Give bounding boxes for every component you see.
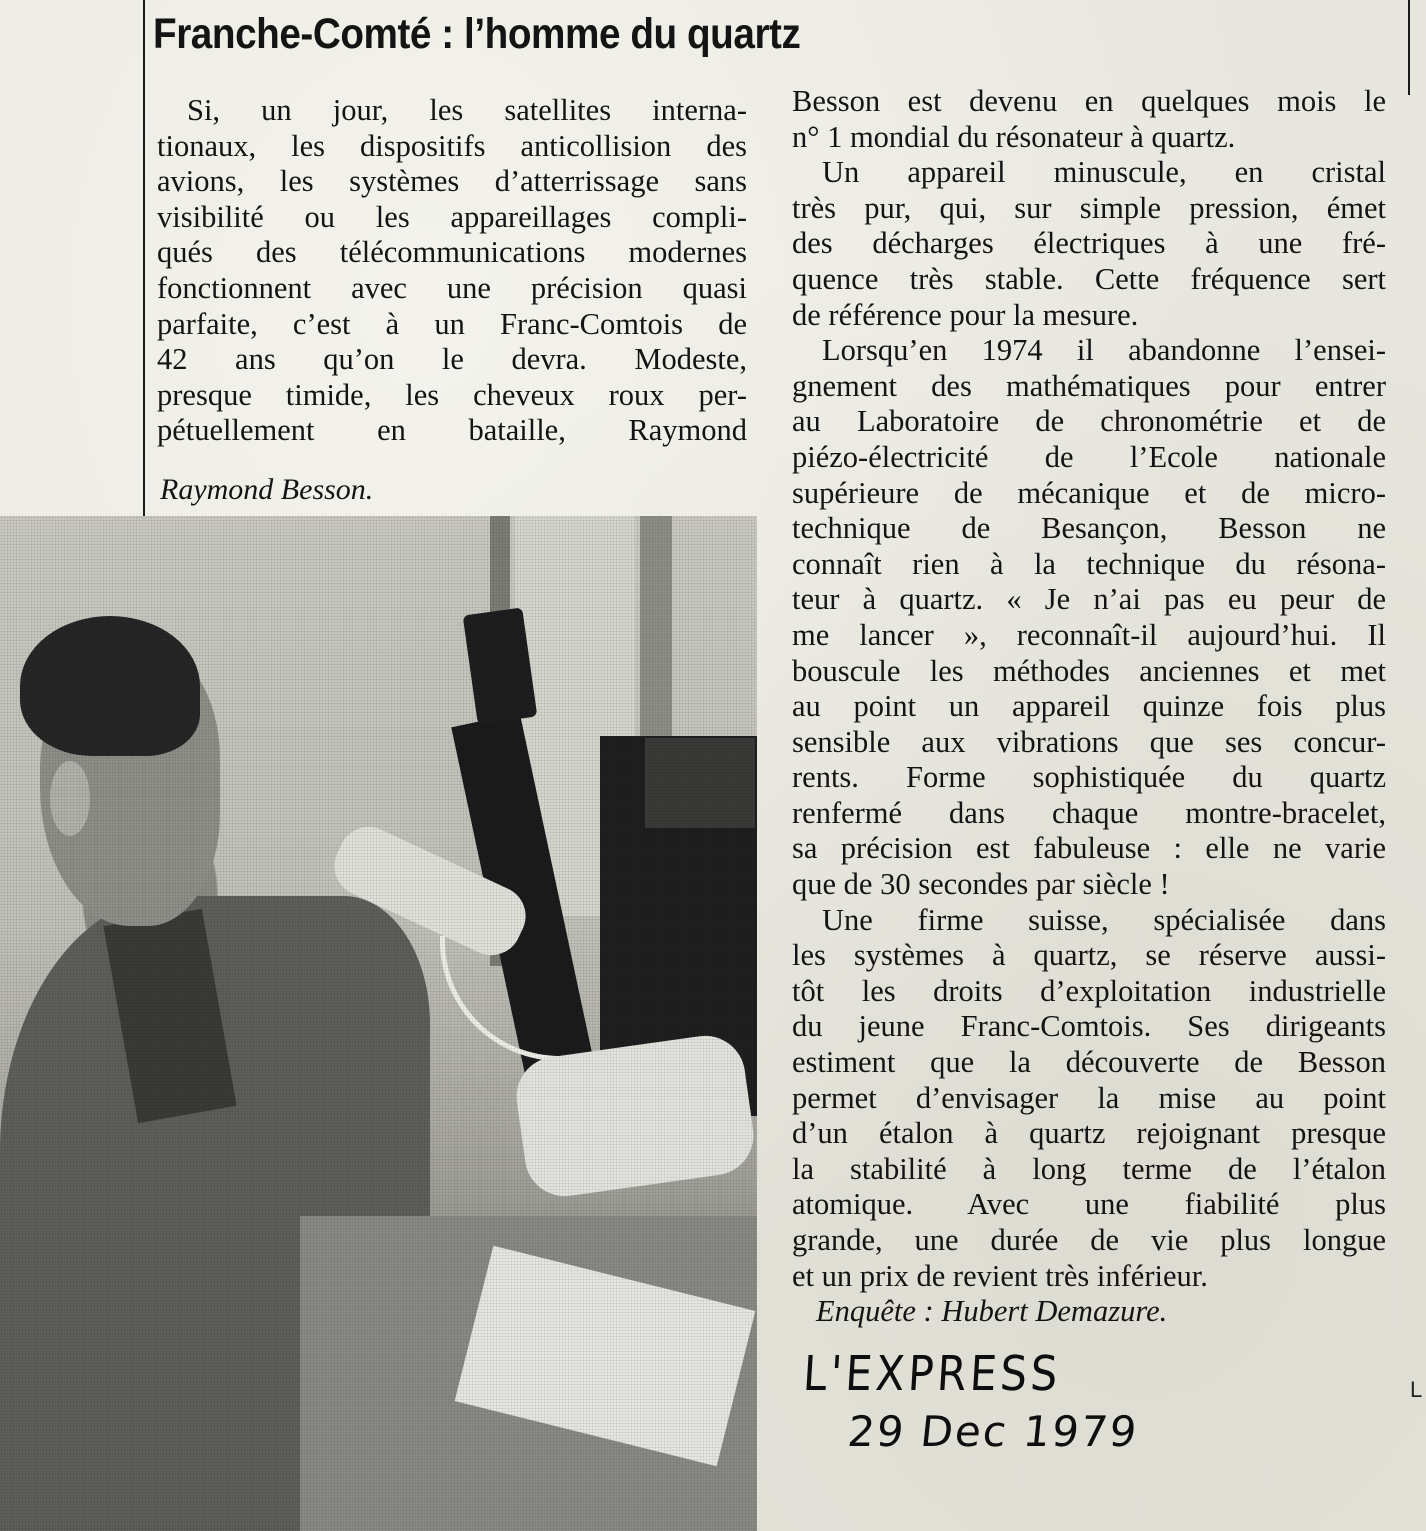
photo-person-hair	[20, 616, 200, 756]
article-text-line: d’un étalon à quartz rejoignant presque	[792, 1116, 1386, 1151]
photo-caption: Raymond Besson.	[160, 473, 374, 506]
article-text-line: permet d’envisager la mise au point	[792, 1080, 1386, 1115]
article-text-line: Si, un jour, les satellites interna-	[187, 93, 747, 127]
article-text-line: grande, une durée de vie plus longue	[792, 1223, 1386, 1257]
article-column-left	[157, 93, 747, 449]
article-text-line: atomique. Avec une fiabilité plus	[792, 1187, 1386, 1222]
article-text-line: pétuellement en bataille, Raymond	[157, 413, 747, 448]
article-text-line: connaît rien à la technique du résona-	[792, 546, 1386, 581]
article-text-line: la stabilité à long terme de l’étalon	[792, 1151, 1386, 1186]
photo-cable	[440, 936, 665, 1061]
photo-person-face	[40, 646, 220, 926]
handwritten-publication: L'EXPRESS	[801, 1346, 1063, 1402]
article-text-line: visibilité ou les appareillages compli-	[157, 199, 747, 234]
article-text-line: teur à quartz. « Je n’ai pas eu peur de	[792, 582, 1386, 617]
article-text-line: avions, les systèmes d’atterrissage sans	[157, 164, 747, 199]
article-text-line: gnement des mathématiques pour entrer	[792, 368, 1386, 403]
photo-paper-sheet	[455, 1246, 756, 1467]
article-text-line: presque timide, les cheveux roux per-	[157, 377, 747, 412]
photo-person-ear	[50, 761, 90, 836]
article-text-line: au Laboratoire de chronométrie et de	[792, 404, 1386, 439]
photo-window-frame	[640, 516, 672, 846]
article-text-line: 42 ans qu’on le devra. Modeste,	[157, 342, 747, 377]
article-text-line: au point un appareil quinze fois plus	[792, 689, 1386, 724]
article-text-line: quence très stable. Cette fréquence sert	[792, 261, 1386, 296]
article-text-line: très pur, qui, sur simple pression, émet	[792, 190, 1386, 225]
article-headline: Franche-Comté : l’homme du quartz	[153, 10, 801, 58]
article-text-line: sa précision est fabuleuse : elle ne varie	[792, 831, 1386, 866]
photo-person-tie	[103, 909, 236, 1123]
article-text-line: fonctionnent avec une précision quasi	[157, 270, 747, 305]
article-signature: Enquête : Hubert Demazure.	[816, 1294, 1168, 1329]
article-text-line: technique de Besançon, Besson ne	[792, 511, 1386, 546]
article-text-line: tôt les droits d’exploitation industrielle	[792, 973, 1386, 1008]
handwritten-date: 29 Dec 1979	[845, 1407, 1141, 1456]
article-text-line: Un appareil minuscule, en cristal	[822, 155, 1386, 190]
article-text-line: sensible aux vibrations que ses concur-	[792, 724, 1386, 759]
article-text-line: du jeune Franc-Comtois. Ses dirigeants	[792, 1009, 1386, 1044]
article-text-line: renfermé dans chaque montre-bracelet,	[792, 795, 1386, 830]
article-text-line: tionaux, les dispositifs anticollision des	[157, 128, 747, 163]
photo-microscope	[451, 713, 598, 1099]
article-text-line: bouscule les méthodes anciennes et met	[792, 653, 1386, 688]
photo-person-body	[0, 896, 430, 1531]
column-rule-right	[1408, 0, 1410, 95]
article-text-line: et un prix de revient très inférieur.	[792, 1258, 1208, 1293]
article-text-line: me lancer », reconnaît-il aujourd’hui. Il	[792, 617, 1386, 652]
article-photo	[0, 516, 757, 1531]
article-text-line: estiment que la découverte de Besson	[792, 1045, 1386, 1080]
article-column-right	[792, 84, 1386, 1330]
article-text-line: Lorsqu’en 1974 il abandonne l’ensei-	[822, 333, 1386, 368]
photo-lab-equipment	[645, 738, 755, 828]
article-text-line: les systèmes à quartz, se réserve aussi-	[792, 938, 1386, 973]
article-text-line: parfaite, c’est à un Franc-Comtois de	[157, 306, 747, 341]
article-text-line: supérieure de mécanique et de micro-	[792, 475, 1386, 510]
photo-window-pane	[515, 516, 635, 916]
article-text-line: Une firme suisse, spécialisée dans	[822, 902, 1386, 937]
article-text-line: Besson est devenu en quelques mois le	[792, 84, 1386, 118]
stray-mark: L	[1410, 1377, 1423, 1402]
column-rule-left	[143, 0, 145, 518]
article-text-line: rents. Forme sophistiquée du quartz	[792, 760, 1386, 795]
photo-window-frame	[490, 516, 510, 966]
article-text-line: qués des télécommunications modernes	[157, 235, 747, 270]
article-text-line: n° 1 mondial du résonateur à quartz.	[792, 119, 1236, 154]
photo-microscope-eyepiece	[325, 817, 536, 965]
article-text-line: piézo-électricité de l’Ecole nationale	[792, 439, 1386, 474]
article-text-line: de référence pour la mesure.	[792, 297, 1139, 332]
photo-microscope	[463, 607, 538, 724]
article-text-line: des décharges électriques à une fré-	[792, 226, 1386, 261]
photo-lab-equipment	[600, 736, 757, 1116]
photo-person-hand	[511, 1031, 757, 1202]
photo-desk	[300, 1216, 757, 1531]
article-text-line: que de 30 secondes par siècle !	[792, 867, 1170, 902]
